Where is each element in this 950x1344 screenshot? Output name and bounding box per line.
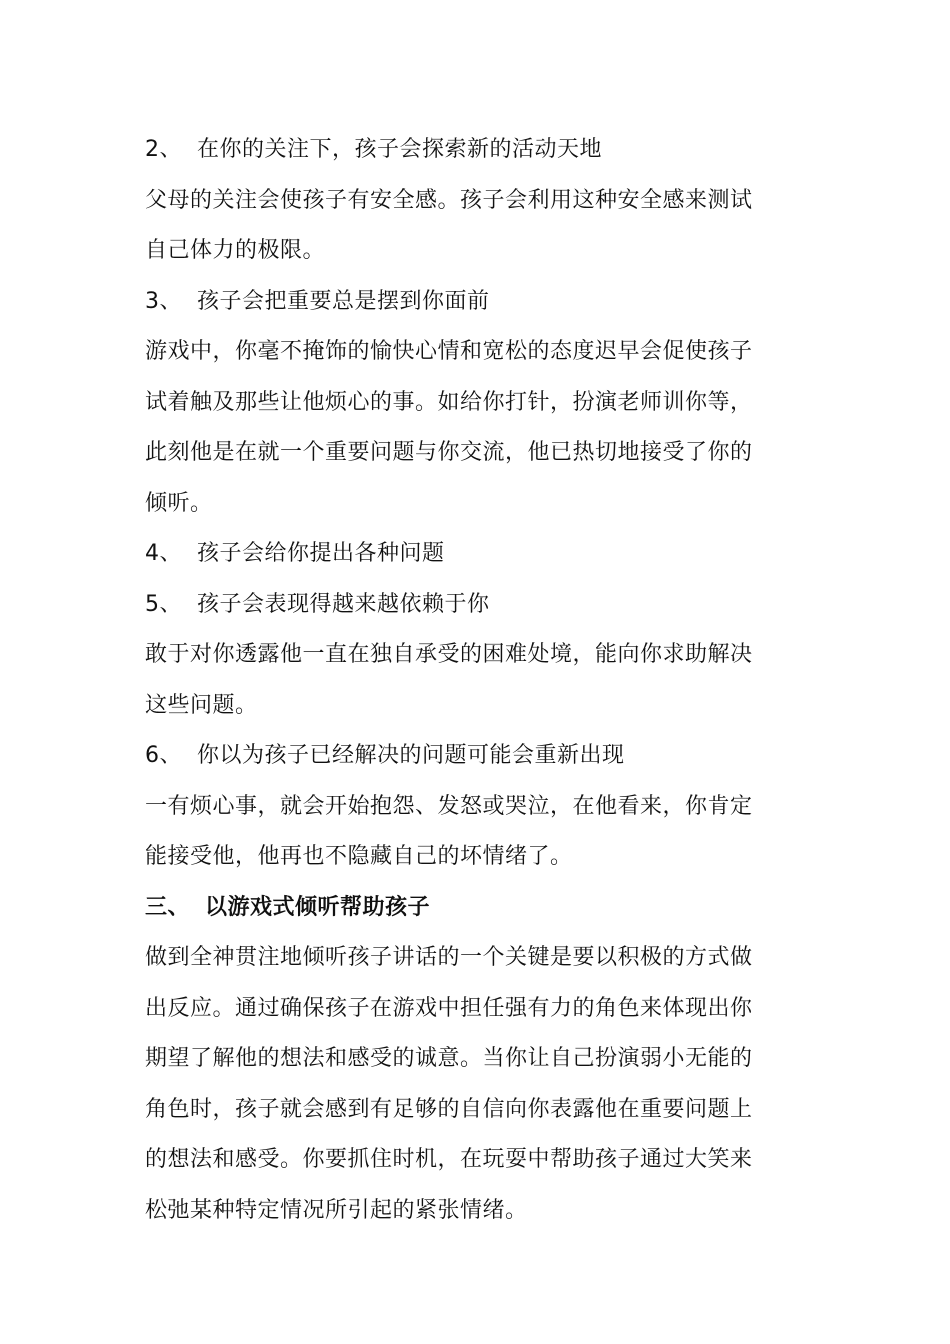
numbered-item-3 xyxy=(145,277,795,328)
paragraph-line: 一有烦心事，就会开始抱怨、发怒或哭泣，在他看来，你肯定 xyxy=(145,793,753,819)
paragraph-line: 期望了解他的想法和感受的诚意。当你让自己扮演弱小无能的 xyxy=(145,1046,753,1071)
item-number: 6、 xyxy=(145,743,182,768)
paragraph-line: 能接受他，他再也不隐藏自己的坏情绪了。 xyxy=(145,844,573,869)
paragraph-line: 的想法和感受。你要抓住时机，在玩耍中帮助孩子通过大笑来 xyxy=(145,1147,753,1172)
section-title: 以游戏式倾听帮助孩子 xyxy=(205,894,431,920)
paragraph-line: 角色时，孩子就会感到有足够的自信向你表露他在重要问题上 xyxy=(145,1096,753,1122)
paragraph-line: 松弛某种特定情况所引起的紧张情绪。 xyxy=(145,1197,528,1223)
paragraph-line: 父母的关注会使孩子有安全感。孩子会利用这种安全感来测试 xyxy=(145,187,753,213)
paragraph-line: 这些问题。 xyxy=(145,692,258,718)
item-title: 在你的关注下，孩子会探索新的活动天地 xyxy=(197,137,603,162)
numbered-item-6 xyxy=(145,731,795,782)
item-title: 孩子会给你提出各种问题 xyxy=(197,541,445,566)
paragraph-line: 出反应。通过确保孩子在游戏中担任强有力的角色来体现出你 xyxy=(145,995,753,1021)
paragraph-line: 试着触及那些让他烦心的事。如给你打针，扮演老师训你等， xyxy=(145,389,753,415)
section-heading xyxy=(145,883,795,934)
paragraph-line: 此刻他是在就一个重要问题与你交流，他已热切地接受了你的 xyxy=(145,440,753,465)
item-title: 孩子会把重要总是摆到你面前 xyxy=(197,288,490,314)
item-title: 孩子会表现得越来越依赖于你 xyxy=(197,591,490,617)
numbered-item-2 xyxy=(145,125,795,176)
document-body xyxy=(145,125,795,1236)
item-number: 5、 xyxy=(145,591,182,617)
item-number: 2、 xyxy=(145,137,182,162)
paragraph-line: 自己体力的极限。 xyxy=(145,238,326,263)
paragraph-line: 做到全神贯注地倾听孩子讲话的一个关键是要以积极的方式做 xyxy=(145,945,753,970)
paragraph-line: 游戏中，你毫不掩饰的愉快心情和宽松的态度迟早会促使孩子 xyxy=(145,339,753,364)
item-title: 你以为孩子已经解决的问题可能会重新出现 xyxy=(197,743,625,768)
item-number: 3、 xyxy=(145,288,182,314)
section-number: 三、 xyxy=(145,894,191,920)
paragraph-line: 敢于对你透露他一直在独自承受的困难处境，能向你求助解决 xyxy=(145,642,753,667)
numbered-item-5 xyxy=(145,580,795,631)
numbered-item-4 xyxy=(145,529,795,580)
paragraph-line: 倾听。 xyxy=(145,490,213,516)
item-number: 4、 xyxy=(145,541,182,566)
